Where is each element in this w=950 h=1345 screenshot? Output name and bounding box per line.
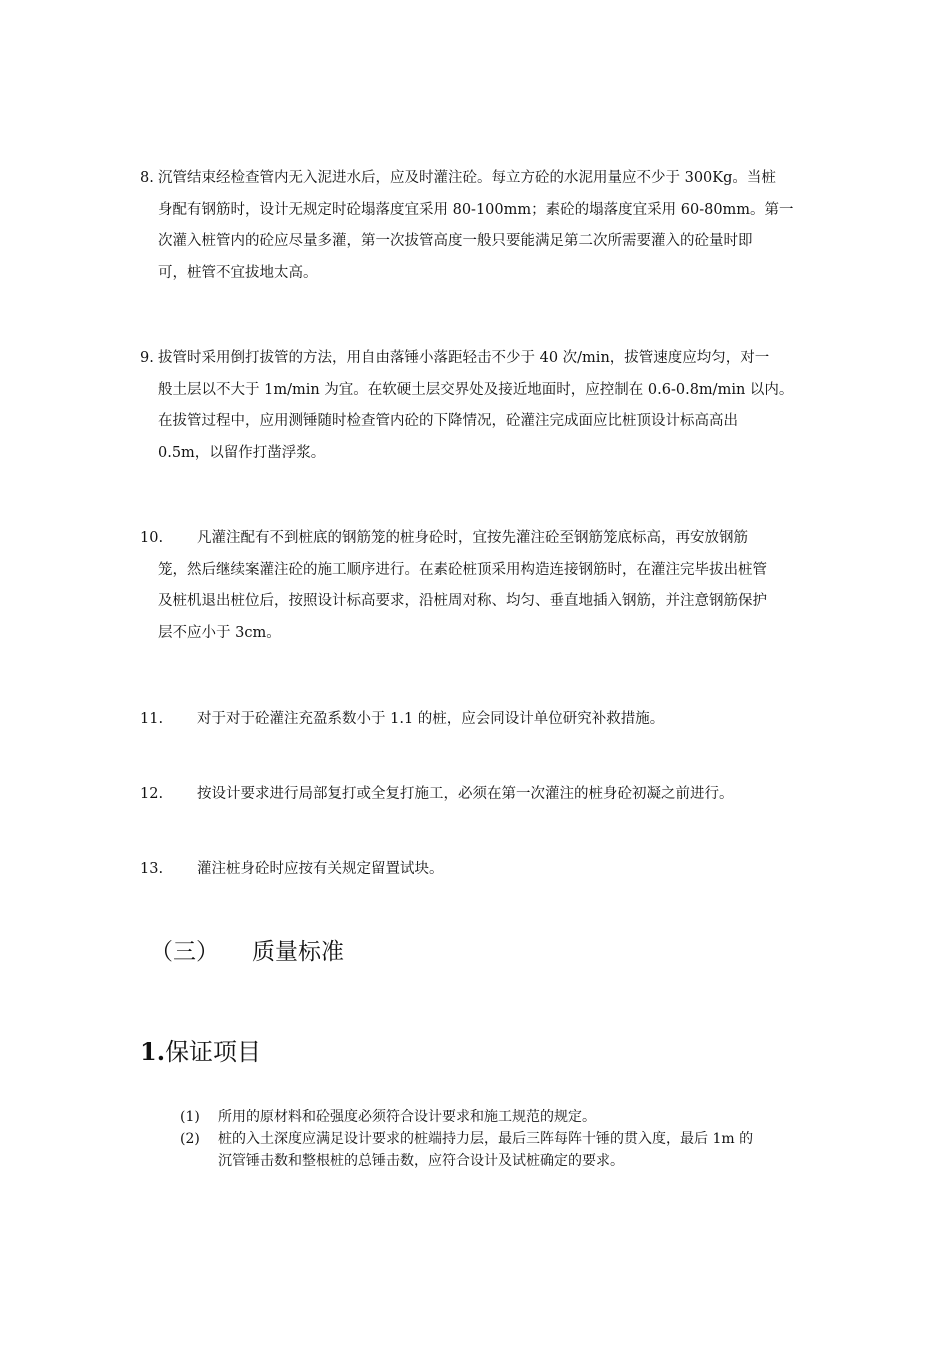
item-line: 对于对于砼灌注充盈系数小于 1.1 的桩，应会同设计单位研究补救措施。 <box>197 711 665 727</box>
item-line: 次灌入桩管内的砼应尽量多灌，第一次拔管高度一般只要能满足第二次所需要灌入的砼量时即 <box>158 233 753 249</box>
item-line: 拔管时采用倒打拔管的方法，用自由落锤小落距轻击不少于 40 次/min，拔管速度应均匀，对一 <box>158 350 770 366</box>
item-line: 沉管结束经检查管内无入泥进水后，应及时灌注砼。每立方砼的水泥用量应不少于 300Kg。当桩 <box>158 170 776 186</box>
item-number: 9. <box>140 350 154 366</box>
item-number: 12. <box>140 786 164 802</box>
sub-item-2 <box>180 1128 820 1172</box>
item-line: 及桩机退出桩位后，按照设计标高要求，沿桩周对称、均匀、垂直地插入钢筋，并注意钢筋保护 <box>158 593 767 609</box>
item-line: 笼，然后继续案灌注砼的施工顺序进行。在素砼桩顶采用构造连接钢筋时，在灌注完毕拔出桩管 <box>158 561 767 578</box>
list-item-13 <box>140 854 815 886</box>
list-item-12 <box>140 779 815 811</box>
subsection-title: 保证项目 <box>165 1038 262 1066</box>
item-line: 凡灌注配有不到桩底的钢筋笼的桩身砼时，宜按先灌注砼至钢筋笼底标高，再安放钢筋 <box>197 530 748 546</box>
subsection-heading <box>140 1032 261 1067</box>
sub-item-number: (1) <box>180 1109 200 1125</box>
item-line: 可，桩管不宜拔地太高。 <box>158 264 318 281</box>
item-number: 11. <box>140 711 164 727</box>
item-number: 13. <box>140 861 164 877</box>
item-line: 身配有钢筋时，设计无规定时砼塌落度宜采用 80-100mm；素砼的塌落度宜采用 60-80mm。第一 <box>158 201 794 218</box>
list-item-8 <box>140 163 815 289</box>
section-title: 质量标准 <box>252 939 344 965</box>
item-line: 0.5m，以留作打凿浮浆。 <box>158 444 326 461</box>
list-item-10 <box>140 523 815 649</box>
sub-item-number: (2) <box>180 1131 200 1147</box>
item-line: 按设计要求进行局部复打或全复打施工，必须在第一次灌注的桩身砼初凝之前进行。 <box>197 786 734 802</box>
sub-item-1 <box>180 1106 820 1128</box>
item-line: 般土层以不大于 1m/min 为宜。在软硬土层交界处及接近地面时，应控制在 0.6-0.8m/min 以内。 <box>158 381 794 398</box>
list-item-9 <box>140 343 815 469</box>
item-line: 在拔管过程中，应用测锤随时检查管内砼的下降情况，砼灌注完成面应比桩顶设计标高高出 <box>158 413 738 429</box>
sub-item-line: 沉管锤击数和整根桩的总锤击数，应符合设计及试桩确定的要求。 <box>218 1153 624 1169</box>
item-line: 层不应小于 3cm。 <box>158 624 281 641</box>
list-item-11 <box>140 704 815 736</box>
sub-item-line: 所用的原材料和砼强度必须符合设计要求和施工规范的规定。 <box>218 1109 596 1125</box>
item-number: 8. <box>140 170 154 186</box>
item-number: 10. <box>140 530 164 546</box>
section-number: （三） <box>150 939 219 965</box>
subsection-number: 1. <box>140 1037 166 1066</box>
item-line: 灌注桩身砼时应按有关规定留置试块。 <box>197 861 444 877</box>
sub-item-line: 桩的入土深度应满足设计要求的桩端持力层，最后三阵每阵十锤的贯入度，最后 1m 的 <box>218 1131 754 1147</box>
